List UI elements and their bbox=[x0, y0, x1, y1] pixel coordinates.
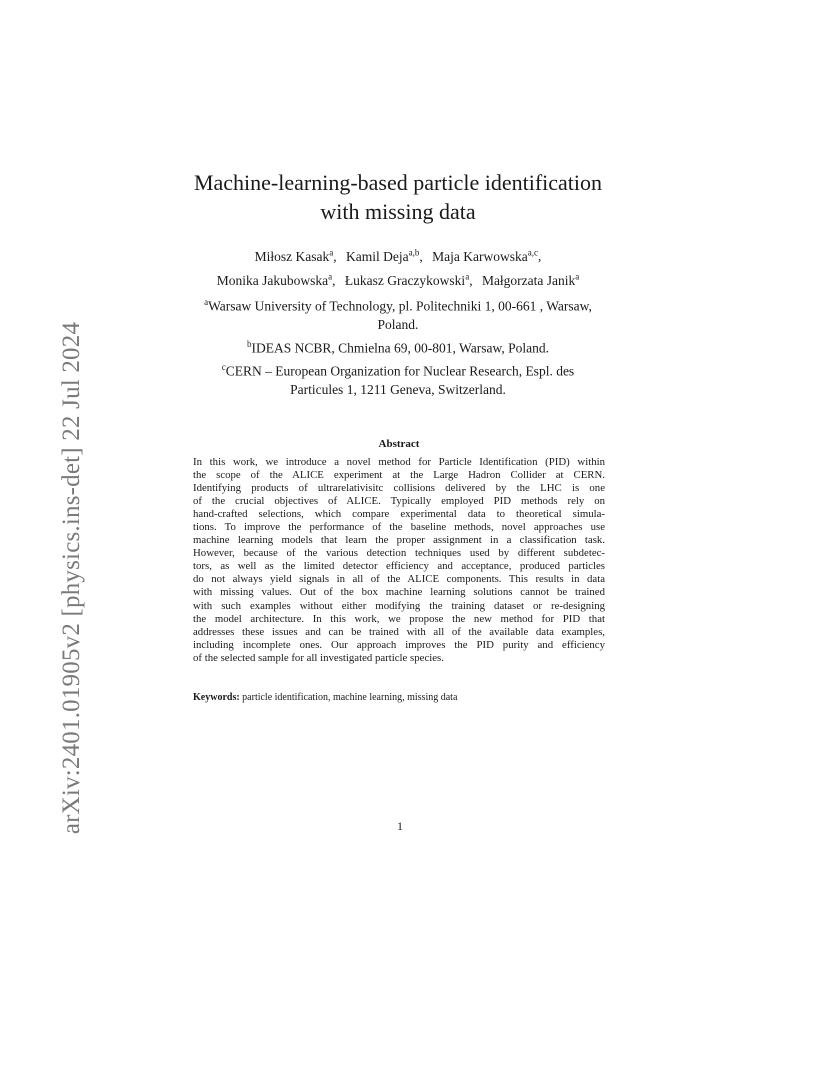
abstract-line: of the crucial objectives of ALICE. Typically employed PID methods rely on bbox=[193, 495, 605, 508]
abstract-line: with such examples without either modifying the training dataset or re-designing bbox=[193, 599, 605, 612]
abstract-heading: Abstract bbox=[378, 438, 420, 450]
abstract-line: addresses these issues and can be trained with all of the available data examples, bbox=[193, 625, 605, 638]
affiliation-line: $^c$CERN – European Organization for Nuclear Research, Espl. des bbox=[221, 361, 575, 378]
affiliation bbox=[180, 293, 616, 335]
abstract-line: In this work, we introduce a novel method for Particle Identification (PID) within bbox=[193, 456, 605, 468]
affiliation-list bbox=[180, 293, 616, 399]
author-name: Maja Karwowska bbox=[432, 248, 528, 264]
affiliation bbox=[180, 335, 616, 358]
author bbox=[345, 273, 469, 288]
keywords bbox=[193, 692, 605, 703]
author-separator: , bbox=[469, 273, 473, 288]
title-line: Machine-learning-based particle identification bbox=[193, 170, 603, 195]
abstract-line: However, because of the various detection techniques used by different subdetec- bbox=[193, 547, 605, 560]
author-line bbox=[150, 242, 646, 267]
author-name: Monika Jakubowska bbox=[216, 273, 329, 288]
author-line bbox=[150, 267, 646, 292]
author-affiliation-mark: a bbox=[465, 271, 470, 282]
abstract-line: with missing values. Out of the box machine learning solutions cannot be trained bbox=[193, 586, 605, 599]
abstract-line: machine learning models that learn the proper assignment in a classification task. bbox=[193, 534, 605, 547]
author-name: Łukasz Graczykowski bbox=[344, 273, 466, 288]
page-number: 1 bbox=[397, 819, 403, 833]
abstract-line: do not always yield signals in all of the ALICE components. This results in data bbox=[193, 573, 605, 586]
author-separator: , bbox=[333, 248, 337, 264]
affiliation-line: $^a$Warsaw University of Technology, pl. Politechniki 1, 00-661 , Warsaw, bbox=[204, 297, 592, 314]
author-affiliation-mark: a,b bbox=[408, 247, 420, 257]
abstract-line: of the selected sample for all investigated particle species. bbox=[193, 651, 444, 664]
affiliation-mark: a bbox=[204, 297, 209, 307]
author-affiliation-mark: a bbox=[575, 271, 580, 282]
affiliation-line: Particules 1, 1211 Geneva, Switzerland. bbox=[290, 381, 506, 397]
author-name: Miłosz Kasak bbox=[254, 248, 330, 264]
keywords-label: Keywords: bbox=[193, 692, 240, 703]
author-separator: , bbox=[419, 248, 423, 264]
abstract-line: the scope of the ALICE experiment at the Large Hadron Collider at CERN. bbox=[193, 469, 605, 482]
author bbox=[217, 273, 332, 288]
abstract-line: Identifying products of ultrarelativisitc collisions delivered by the LHC is one bbox=[193, 482, 605, 495]
affiliation-mark: b bbox=[247, 338, 252, 349]
author-affiliation-mark: a,c bbox=[527, 247, 538, 257]
author-separator: , bbox=[537, 248, 542, 264]
abstract-body bbox=[193, 456, 605, 665]
author bbox=[254, 247, 337, 264]
abstract-line: the model architecture. In this work, we propose the new method for PID that bbox=[193, 612, 605, 625]
author bbox=[346, 249, 419, 264]
author-affiliation-mark: a bbox=[328, 271, 333, 282]
arxiv-identifier-stamp: arXiv:2401.01905v2 [physics.ins-det] 22 Jul 2024 bbox=[58, 321, 85, 835]
author-list bbox=[150, 242, 646, 291]
author-affiliation-mark: a bbox=[329, 247, 334, 257]
abstract-line: including incomplete ones. Our approach improves the PID purity and efficiency bbox=[193, 638, 605, 651]
author-separator: , bbox=[332, 273, 336, 288]
author bbox=[432, 249, 538, 264]
affiliation-mark: c bbox=[221, 361, 226, 372]
paper-title bbox=[150, 168, 646, 226]
author-name: Kamil Deja bbox=[346, 248, 409, 264]
keywords-text: particle identification, machine learning, missing data bbox=[242, 692, 458, 703]
affiliation-line: Poland. bbox=[377, 317, 419, 332]
abstract-line: tors, as well as the limited detector efficiency and acceptance, produced particles bbox=[193, 560, 605, 573]
abstract-line: hand-crafted selections, which compare experimental data to theoretical simula- bbox=[193, 508, 605, 521]
affiliation bbox=[180, 358, 616, 400]
author-name: Małgorzata Janik bbox=[481, 273, 576, 288]
title-line: with missing data bbox=[320, 199, 476, 224]
affiliation-line: $^b$IDEAS NCBR, Chmielna 69, 00-801, Warsaw, Poland. bbox=[247, 338, 549, 355]
abstract-line: tions. To improve the performance of the baseline methods, novel approaches use bbox=[193, 521, 605, 534]
author bbox=[482, 273, 579, 288]
